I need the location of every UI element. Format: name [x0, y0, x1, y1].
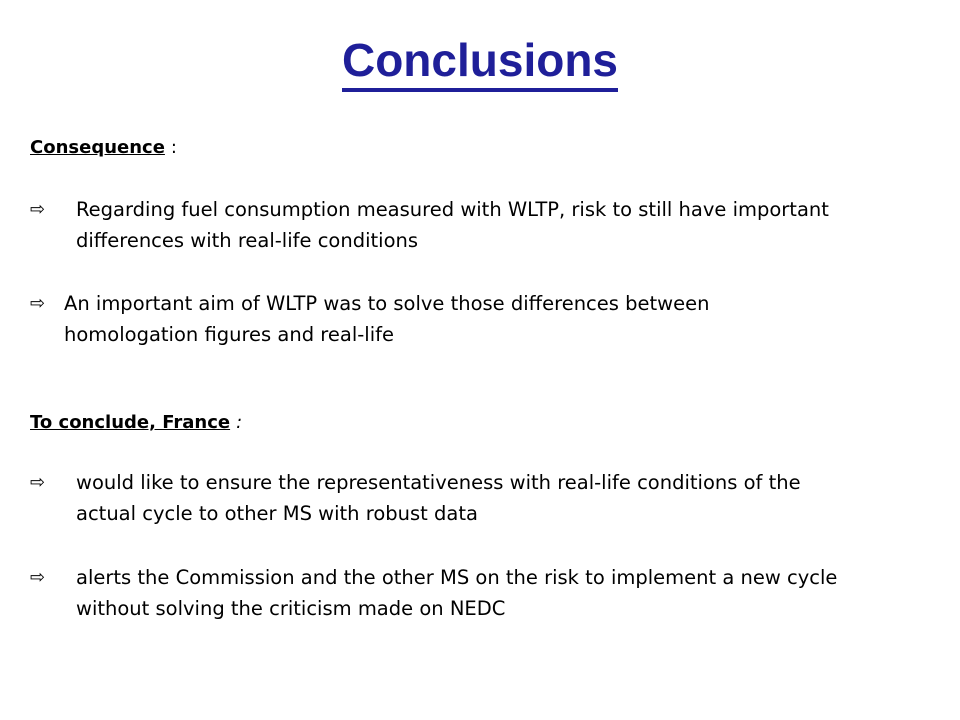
bullet-text-line1: An important aim of WLTP was to solve those differences between [64, 292, 710, 315]
section-label-colon: : [236, 412, 243, 433]
bullet-text-line1: alerts the Commission and the other MS on the risk to implement a new cycle [76, 566, 838, 589]
arrow-icon: ⇨ [30, 293, 46, 314]
bullet-item [30, 194, 930, 256]
section-label-text: Consequence [30, 137, 165, 158]
section-label-consequence [30, 136, 177, 160]
bullet-text-line1: Regarding fuel consumption measured with WLTP, risk to still have important [76, 198, 829, 221]
slide-title-text: Conclusions [342, 34, 618, 92]
arrow-icon: ⇨ [30, 472, 46, 493]
section-label-colon: : [170, 137, 177, 158]
bullet-item [30, 288, 930, 350]
bullet-item [30, 562, 930, 624]
bullet-item [30, 467, 930, 529]
section-label-to-conclude [30, 411, 242, 435]
arrow-icon: ⇨ [30, 567, 46, 588]
bullet-text-line2: without solving the criticism made on NEDC [76, 597, 506, 620]
bullet-text-line1: would like to ensure the representativeness with real-life conditions of the [76, 471, 801, 494]
bullet-text-line2: differences with real-life conditions [76, 229, 419, 252]
arrow-icon: ⇨ [30, 199, 46, 220]
slide-title [0, 28, 960, 92]
bullet-text-line2: homologation figures and real-life [64, 323, 394, 346]
bullet-text-line2: actual cycle to other MS with robust data [76, 502, 478, 525]
section-label-text: To conclude, France [30, 412, 231, 433]
